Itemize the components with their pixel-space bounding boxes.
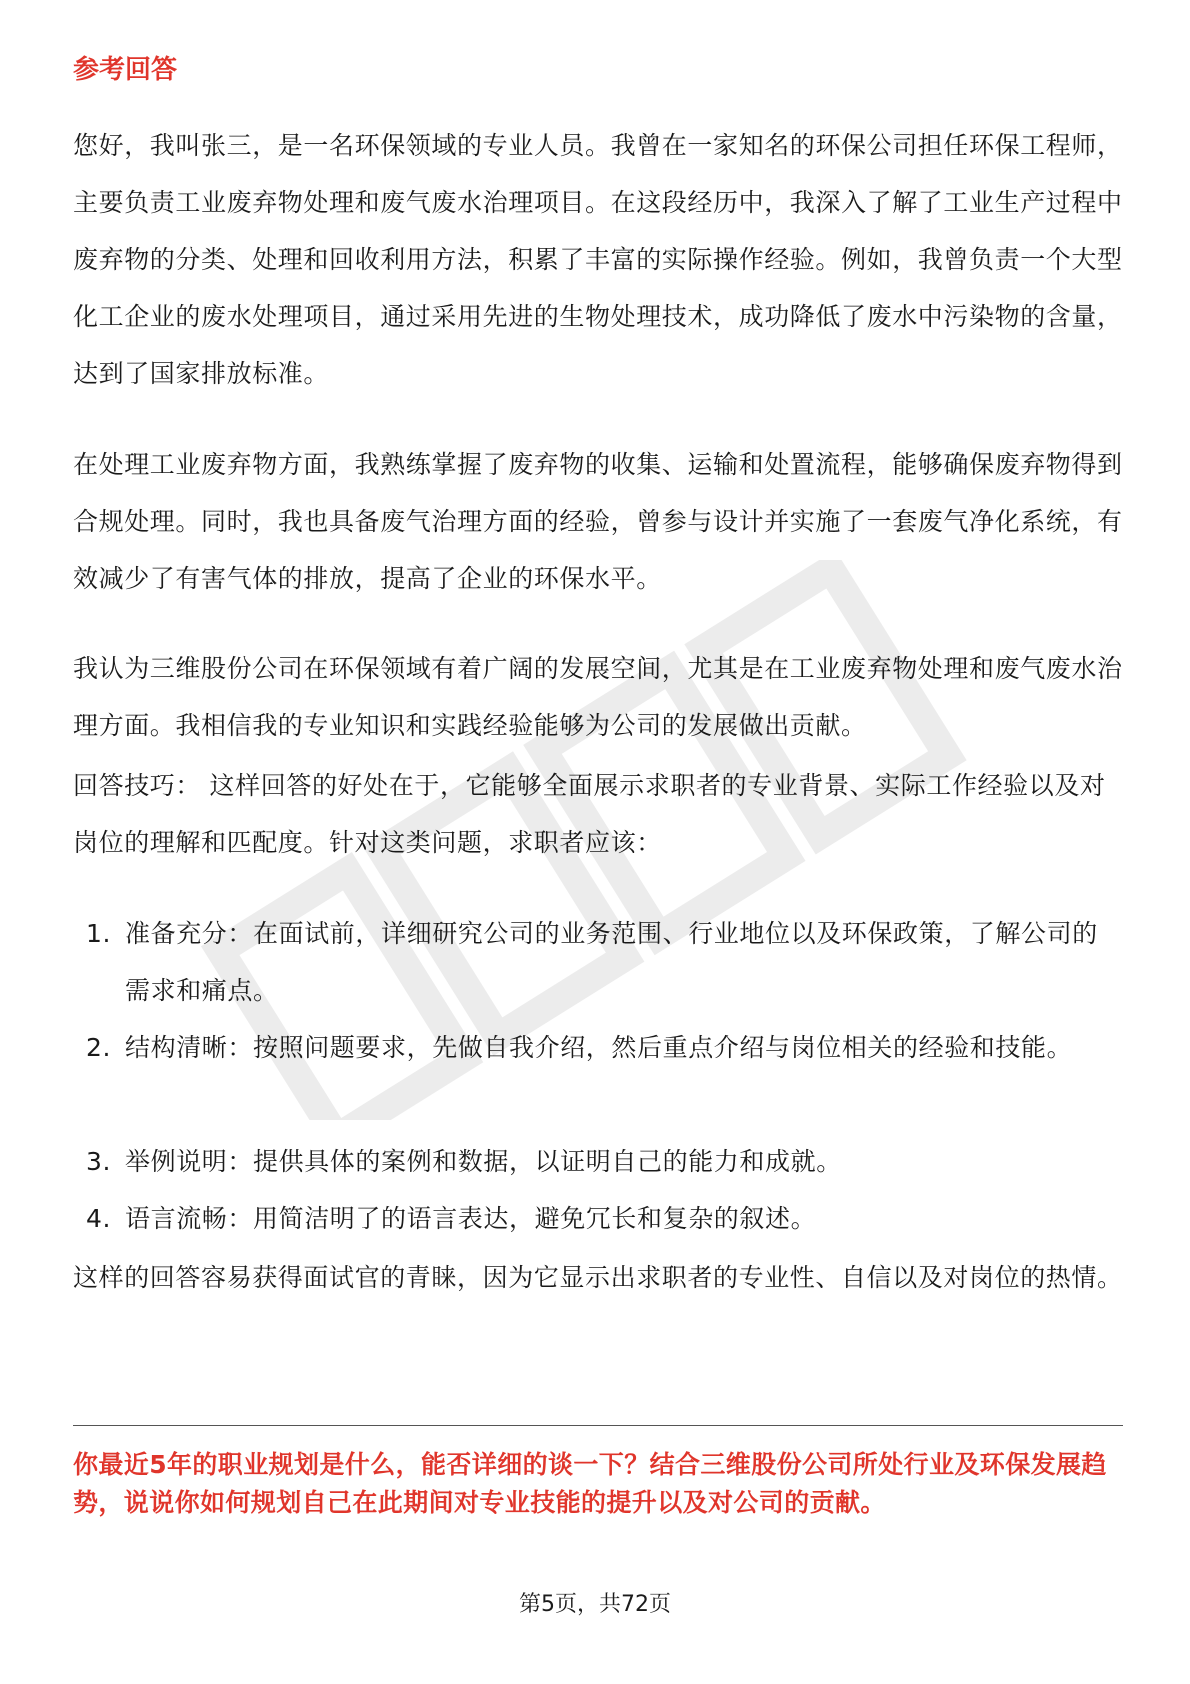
list-item — [73, 1190, 1123, 1247]
list-item-number: 3. — [86, 1147, 112, 1176]
list-item — [73, 1133, 1123, 1190]
list-item-number: 1. — [86, 919, 112, 948]
list-item-text: 举例说明：提供具体的案例和数据，以证明自己的能力和成就。 — [125, 1147, 842, 1176]
page-footer: 第5页，共72页 — [519, 1592, 671, 1617]
next-question: 你最近5年的职业规划是什么，能否详细的谈一下？结合三维股份公司所处行业及环保发展趋势，说说你如何规划自己在此期间对专业技能的提升以及对公司的贡献。 — [73, 1450, 1107, 1517]
answer-paragraph-2: 在处理工业废弃物方面，我熟练掌握了废弃物的收集、运输和处置流程，能够确保废弃物得到合规处理。同时，我也具备废气治理方面的经验，曾参与设计并实施了一套废气净化系统，有效减少了有害气体的排放，提高了企业的环保水平。 — [73, 450, 1123, 593]
section-divider — [73, 1425, 1123, 1426]
tips-list — [73, 905, 1123, 1247]
section-heading: 参考回答 — [73, 55, 178, 85]
closing-paragraph: 这样的回答容易获得面试官的青睐，因为它显示出求职者的专业性、自信以及对岗位的热情。 — [73, 1263, 1123, 1292]
list-item-text: 语言流畅：用简洁明了的语言表达，避免冗长和复杂的叙述。 — [125, 1204, 817, 1233]
answer-paragraph-1: 您好，我叫张三，是一名环保领域的专业人员。我曾在一家知名的环保公司担任环保工程师，主要负责工业废弃物处理和废气废水治理项目。在这段经历中，我深入了解了工业生产过程中废弃物的分类、处理和回收利用方法，积累了丰富的实际操作经验。例如，我曾负责一个大型化工企业的废水处理项目，通过采用先进的生物处理技术，成功降低了废水中污染物的含量，达到了国家排放标准。 — [73, 131, 1123, 388]
document-page — [73, 0, 1123, 1684]
list-item-number: 2. — [86, 1033, 112, 1062]
tips-intro-paragraph: 回答技巧： 这样回答的好处在于，它能够全面展示求职者的专业背景、实际工作经验以及对岗位的理解和匹配度。针对这类问题，求职者应该： — [73, 771, 1106, 857]
list-item — [73, 905, 1123, 1019]
list-item-text: 结构清晰：按照问题要求，先做自我介绍，然后重点介绍与岗位相关的经验和技能。 — [125, 1033, 1073, 1062]
list-item-number: 4. — [86, 1204, 112, 1233]
list-item — [73, 1019, 1123, 1133]
list-item-text: 准备充分：在面试前，详细研究公司的业务范围、行业地位以及环保政策，了解公司的需求和痛点。 — [125, 919, 1098, 1005]
answer-paragraph-3: 我认为三维股份公司在环保领域有着广阔的发展空间，尤其是在工业废弃物处理和废气废水治理方面。我相信我的专业知识和实践经验能够为公司的发展做出贡献。 — [73, 654, 1123, 740]
